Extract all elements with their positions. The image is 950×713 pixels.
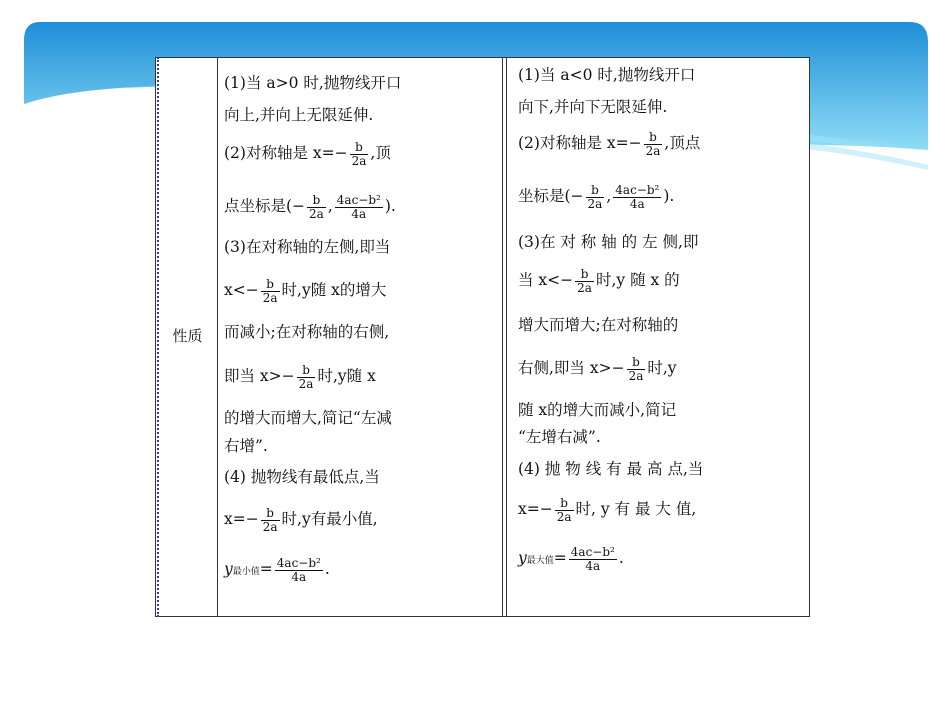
right-text-line: x=− $\frac{b}{2a}$ 时, y 有 最 大 值,	[518, 496, 697, 524]
column-divider	[506, 57, 507, 617]
left-text-line: 的增大而增大,简记“左减	[224, 409, 392, 427]
left-text-line: x=− $\frac{b}{2a}$ 时,y有最小值,	[224, 506, 378, 534]
right-text-line: 随 x的增大而减小,简记	[518, 401, 677, 419]
table-left-dotted-border	[157, 57, 159, 617]
left-text-line: 右增”.	[224, 437, 268, 455]
fraction: $\frac{b}{2a}$	[628, 355, 644, 383]
right-text-line: 坐标是(− $\frac{b}{2a}$ , $\frac{\text{4ac−b²}}{4a}$ ).	[518, 183, 675, 211]
left-text-line: 即当 x>− $\frac{b}{2a}$ 时,y随 x	[224, 363, 376, 391]
fraction: $\frac{b}{2a}$	[645, 130, 661, 158]
right-text-line: “左增右减”.	[518, 428, 601, 446]
fraction: $\frac{\text{4ac−b²}}{4a}$	[336, 193, 381, 221]
left-text-line: 而减小;在对称轴的右侧,	[224, 323, 390, 341]
left-text-line: (3)在对称轴的左侧,即当	[224, 238, 391, 256]
fraction: $\frac{b}{2a}$	[298, 363, 314, 391]
left-text-line: (1)当 a>0 时,抛物线开口	[224, 74, 402, 92]
fraction: $\frac{b}{2a}$	[577, 267, 592, 295]
right-text-line: 当 x<− $\frac{b}{2a}$ 时,y 随 x 的	[518, 267, 680, 295]
left-text-line: x<− $\frac{b}{2a}$ 时,y随 x的增大	[224, 277, 387, 305]
fraction: $\frac{b}{2a}$	[587, 183, 603, 211]
row-header-properties: 性质	[172, 327, 203, 345]
column-divider	[217, 57, 218, 617]
right-text-line: 增大而增大;在对称轴的	[518, 316, 679, 334]
left-text-line: (4) 抛物线有最低点,当	[224, 468, 380, 486]
fraction: $\frac{b}{2a}$	[309, 193, 324, 221]
column-divider	[502, 57, 503, 617]
right-text-line: (4) 抛 物 线 有 最 高 点,当	[518, 460, 704, 478]
left-text-line: (2)对称轴是 x=− $\frac{b}{2a}$ ,顶	[224, 140, 391, 168]
fraction: $\frac{\text{4ac−b²}}{4a}$	[615, 183, 660, 211]
right-text-line: (2)对称轴是 x=− $\frac{b}{2a}$ ,顶点	[518, 130, 701, 158]
left-text-line: 向上,并向上无限延伸.	[224, 106, 374, 124]
fraction: $\frac{b}{2a}$	[556, 496, 572, 524]
right-text-line: 右侧,即当 x>− $\frac{b}{2a}$ 时,y	[518, 355, 677, 383]
fraction: $\frac{\text{4ac−b²}}{4a}$	[276, 556, 321, 584]
fraction: $\frac{b}{2a}$	[351, 140, 367, 168]
fraction: $\frac{\text{4ac−b²}}{4a}$	[570, 545, 615, 573]
right-text-line: (1)当 a<0 时,抛物线开口	[518, 66, 696, 84]
right-text-line: (3)在 对 称 轴 的 左 侧,即	[518, 233, 699, 251]
right-text-line: 向下,并向下无限延伸.	[518, 98, 668, 116]
fraction: $\frac{b}{2a}$	[262, 506, 278, 534]
left-text-line: y最小值= $\frac{\text{4ac−b²}}{4a}$ .	[224, 556, 330, 584]
left-text-line: 点坐标是(− $\frac{b}{2a}$ , $\frac{\text{4ac−b²}}{4a}$ ).	[224, 193, 396, 221]
fraction: $\frac{b}{2a}$	[262, 277, 278, 305]
right-text-line: y最大值= $\frac{\text{4ac−b²}}{4a}$ .	[518, 545, 624, 573]
